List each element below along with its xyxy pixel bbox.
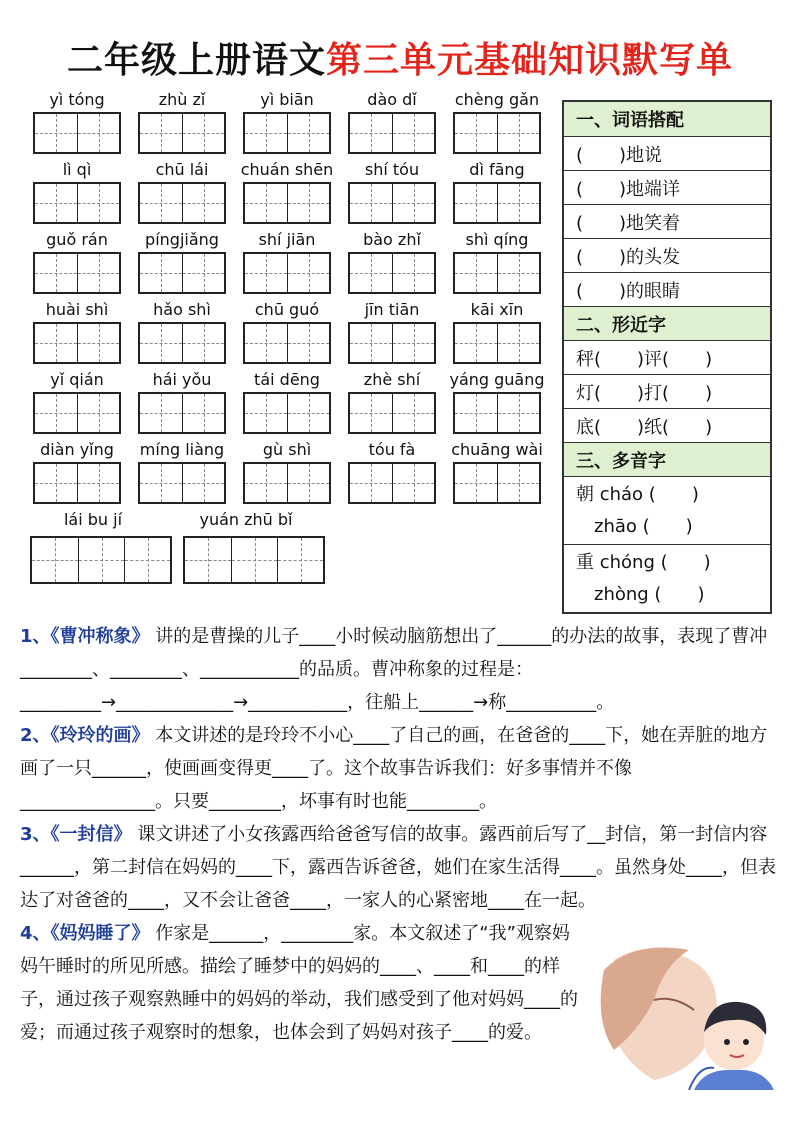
writing-boxes xyxy=(138,392,226,434)
writing-box xyxy=(182,184,224,222)
polyphone-row xyxy=(564,476,770,544)
similar-row: 秤( )评( ) xyxy=(564,340,770,374)
writing-boxes xyxy=(348,392,436,434)
pinyin-label: yì biān xyxy=(260,90,314,109)
pinyin-label: zhù zǐ xyxy=(158,90,206,109)
pinyin-label: hái yǒu xyxy=(152,370,212,389)
writing-box xyxy=(35,394,77,432)
writing-box xyxy=(77,324,119,362)
writing-boxes xyxy=(453,322,541,364)
pinyin-label: píngjiǎng xyxy=(145,230,219,249)
writing-box xyxy=(392,324,434,362)
writing-boxes xyxy=(453,462,541,504)
writing-boxes xyxy=(33,392,121,434)
writing-box xyxy=(140,464,182,502)
question-body: 本文讲述的是玲玲不小心____了自己的画，在爸爸的____下，她在弄脏的地方画了一只______，使画画变得更____了。这个故事告诉我们：好多事情并不像_______________。只要________，坏事有时也能________。 xyxy=(20,725,768,812)
pinyin-label: lì qì xyxy=(62,160,92,179)
similar-row: 灯( )打( ) xyxy=(564,374,770,408)
writing-box xyxy=(497,184,539,222)
collocation-row: ( )地端详 xyxy=(564,170,770,204)
writing-box xyxy=(497,464,539,502)
writing-box xyxy=(497,254,539,292)
writing-boxes xyxy=(138,322,226,364)
writing-boxes xyxy=(453,252,541,294)
collocation-row: ( )地笑着 xyxy=(564,204,770,238)
writing-box xyxy=(182,464,224,502)
pinyin-label: yì tóng xyxy=(49,90,105,109)
pinyin-label: lái bu jí xyxy=(63,510,123,529)
writing-box xyxy=(140,114,182,152)
pinyin-label: chèng gǎn xyxy=(454,90,540,109)
pinyin-label: tóu fà xyxy=(368,440,416,459)
pinyin-label: dào dǐ xyxy=(367,90,417,109)
writing-box xyxy=(245,394,287,432)
pinyin-label: zhè shí xyxy=(363,370,421,389)
question-3 xyxy=(20,818,780,917)
pinyin-label: hǎo shì xyxy=(153,300,211,319)
writing-box xyxy=(140,184,182,222)
writing-box xyxy=(392,114,434,152)
title-black: 二年级上册语文 xyxy=(66,40,326,81)
polyphone-line: zhāo ( ) xyxy=(576,515,693,537)
writing-box xyxy=(182,394,224,432)
pinyin-label: chū lái xyxy=(155,160,209,179)
writing-boxes xyxy=(453,182,541,224)
writing-box xyxy=(124,538,170,582)
question-1 xyxy=(20,620,780,719)
pinyin-label: chuán shēn xyxy=(240,160,334,179)
writing-box xyxy=(182,324,224,362)
writing-boxes xyxy=(243,252,331,294)
writing-box xyxy=(35,184,77,222)
pinyin-label: yǐ qián xyxy=(50,370,104,389)
writing-box xyxy=(287,254,329,292)
writing-boxes xyxy=(348,322,436,364)
writing-boxes xyxy=(348,182,436,224)
writing-boxes xyxy=(348,252,436,294)
question-body: 作家是______，________家。本文叙述了“我”观察妈妈午睡时的所见所感。描绘了睡梦中的妈妈的____、____和____的样子，通过孩子观察熟睡中的妈妈的举动，我们感受到了他对妈妈____的爱；而通过孩子观察时的想象，也体会到了妈妈对孩子____的爱。 xyxy=(20,923,578,1043)
writing-box xyxy=(497,394,539,432)
pinyin-label: shí jiān xyxy=(258,230,316,249)
writing-boxes xyxy=(33,462,121,504)
writing-box xyxy=(245,114,287,152)
collocation-row: ( )地说 xyxy=(564,136,770,170)
writing-boxes xyxy=(138,462,226,504)
writing-boxes xyxy=(33,252,121,294)
section-header-polyphone: 三、多音字 xyxy=(564,442,770,476)
writing-box xyxy=(35,114,77,152)
writing-box xyxy=(392,394,434,432)
question-body: 课文讲述了小女孩露西给爸爸写信的故事。露西前后写了__封信，第一封信内容______，第二封信在妈妈的____下，露西告诉爸爸，她们在家生活得____。虽然身处____，但表达了对爸爸的____，又不会让爸爸____，一家人的心紧密地____在一起。 xyxy=(20,824,776,911)
side-table xyxy=(562,100,772,614)
writing-box xyxy=(350,324,392,362)
writing-box xyxy=(77,394,119,432)
writing-box xyxy=(350,394,392,432)
writing-box xyxy=(287,464,329,502)
question-title: 4、《妈妈睡了》 xyxy=(20,923,150,944)
question-4 xyxy=(20,917,580,1049)
question-title: 1、《曹冲称象》 xyxy=(20,626,150,647)
section-header-similar: 二、形近字 xyxy=(564,306,770,340)
writing-boxes xyxy=(348,112,436,154)
pinyin-label: yáng guāng xyxy=(449,370,545,389)
pinyin-label: bào zhǐ xyxy=(363,230,421,249)
pinyin-label: míng liàng xyxy=(139,440,225,459)
writing-box xyxy=(77,254,119,292)
writing-boxes xyxy=(138,252,226,294)
writing-box xyxy=(455,464,497,502)
writing-box xyxy=(35,464,77,502)
pinyin-label: huài shì xyxy=(45,300,109,319)
writing-box xyxy=(182,254,224,292)
writing-box xyxy=(497,114,539,152)
pinyin-label: chū guó xyxy=(254,300,320,319)
writing-box xyxy=(287,394,329,432)
writing-box xyxy=(455,114,497,152)
pinyin-label: tái dēng xyxy=(254,370,320,389)
writing-box xyxy=(231,538,277,582)
pinyin-label: chuāng wài xyxy=(451,440,543,459)
writing-boxes xyxy=(33,322,121,364)
polyphone-line: 朝 cháo ( ) xyxy=(576,483,699,505)
writing-box xyxy=(245,184,287,222)
writing-boxes xyxy=(138,182,226,224)
writing-boxes xyxy=(243,392,331,434)
pinyin-label: kāi xīn xyxy=(470,300,524,319)
page-title xyxy=(0,32,800,83)
pinyin-label: diàn yǐng xyxy=(40,440,114,459)
writing-box xyxy=(350,114,392,152)
pinyin-label: shí tóu xyxy=(364,160,420,179)
writing-box xyxy=(78,538,124,582)
writing-box xyxy=(77,184,119,222)
writing-box xyxy=(140,394,182,432)
writing-box xyxy=(245,324,287,362)
pinyin-label: gù shì xyxy=(262,440,312,459)
writing-box xyxy=(185,538,231,582)
writing-box xyxy=(350,254,392,292)
question-body: 讲的是曹操的儿子____小时候动脑筋想出了______的办法的故事，表现了曹冲________、________、___________的品质。曹冲称象的过程是：_________→_____________→___________，往船上______→称__________。 xyxy=(20,626,768,713)
writing-box xyxy=(35,254,77,292)
writing-boxes xyxy=(138,112,226,154)
writing-boxes xyxy=(243,182,331,224)
writing-box xyxy=(35,324,77,362)
writing-box xyxy=(392,254,434,292)
writing-boxes xyxy=(348,462,436,504)
writing-boxes xyxy=(243,462,331,504)
writing-box xyxy=(392,464,434,502)
writing-box xyxy=(245,464,287,502)
writing-box xyxy=(287,324,329,362)
writing-boxes xyxy=(243,112,331,154)
writing-boxes xyxy=(243,322,331,364)
similar-row: 底( )纸( ) xyxy=(564,408,770,442)
writing-boxes xyxy=(33,112,121,154)
polyphone-line: 重 chóng ( ) xyxy=(576,551,711,573)
writing-box xyxy=(350,184,392,222)
writing-boxes xyxy=(33,182,121,224)
question-2 xyxy=(20,719,780,818)
section-header-collocation: 一、词语搭配 xyxy=(564,102,770,136)
writing-box xyxy=(497,324,539,362)
writing-boxes xyxy=(453,392,541,434)
question-title: 2、《玲玲的画》 xyxy=(20,725,150,746)
writing-boxes xyxy=(30,536,172,584)
pinyin-label: dì fāng xyxy=(469,160,525,179)
writing-box xyxy=(77,464,119,502)
writing-box xyxy=(455,184,497,222)
title-red: 第三单元基础知识默写单 xyxy=(326,40,734,81)
writing-boxes xyxy=(183,536,325,584)
writing-box xyxy=(77,114,119,152)
pinyin-label: guǒ rán xyxy=(46,230,108,249)
writing-box xyxy=(32,538,78,582)
writing-box xyxy=(140,254,182,292)
writing-box xyxy=(350,464,392,502)
polyphone-line: zhòng ( ) xyxy=(576,583,705,605)
writing-box xyxy=(455,324,497,362)
writing-boxes xyxy=(453,112,541,154)
pinyin-label: jīn tiān xyxy=(364,300,420,319)
writing-box xyxy=(140,324,182,362)
writing-box xyxy=(455,254,497,292)
writing-box xyxy=(455,394,497,432)
writing-box xyxy=(245,254,287,292)
question-title: 3、《一封信》 xyxy=(20,824,132,845)
polyphone-row xyxy=(564,544,770,612)
pinyin-label: shì qíng xyxy=(465,230,529,249)
writing-box xyxy=(277,538,323,582)
writing-box xyxy=(182,114,224,152)
pinyin-label: yuán zhū bǐ xyxy=(199,510,293,529)
collocation-row: ( )的头发 xyxy=(564,238,770,272)
collocation-row: ( )的眼睛 xyxy=(564,272,770,306)
writing-box xyxy=(392,184,434,222)
writing-box xyxy=(287,184,329,222)
mother-child-illustration xyxy=(594,940,780,1090)
writing-box xyxy=(287,114,329,152)
